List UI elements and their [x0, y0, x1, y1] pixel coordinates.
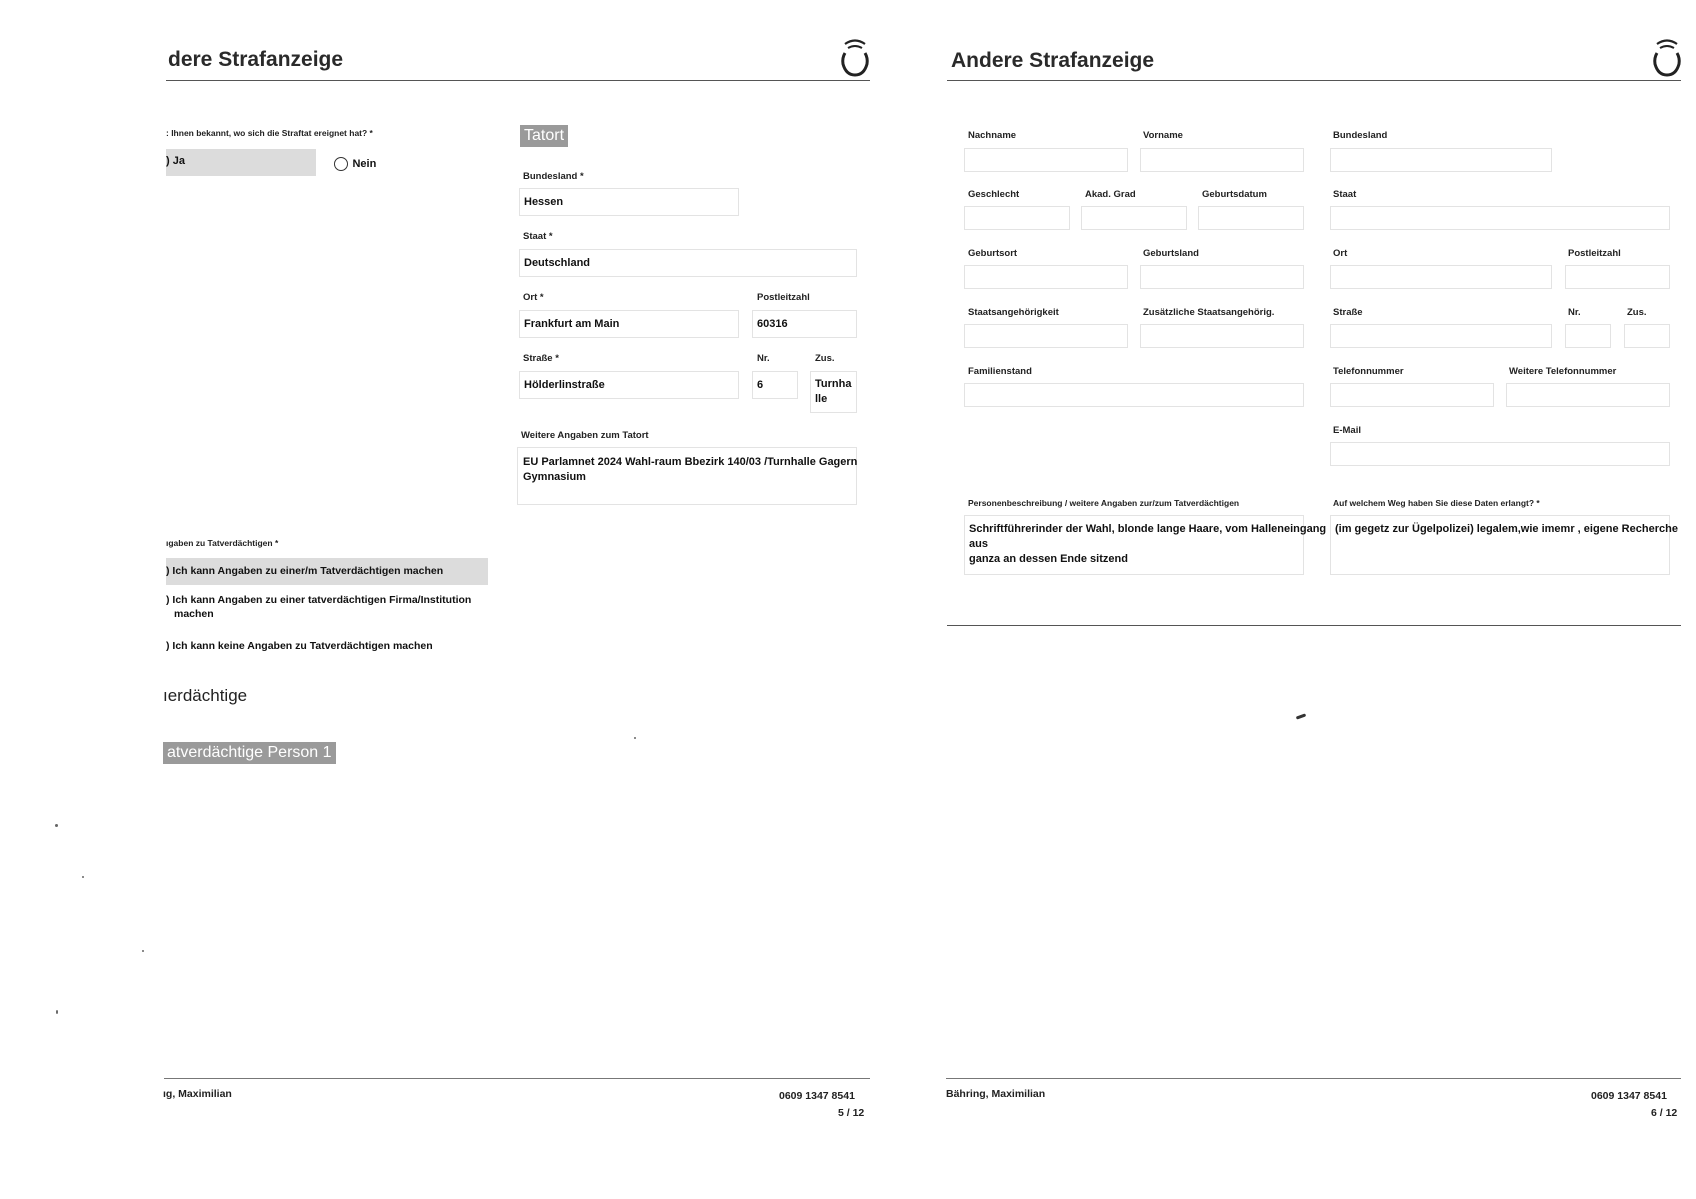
- right-ort-field[interactable]: [1330, 265, 1552, 289]
- left-header-rule: [166, 80, 870, 81]
- right-nr-label: Nr.: [1568, 307, 1581, 318]
- suspect-option-1-selected[interactable]: [166, 558, 488, 585]
- weitere-angaben-field[interactable]: [517, 447, 857, 505]
- plz-value: 60316: [757, 318, 788, 330]
- zus-value-line2: lle: [815, 393, 828, 405]
- ort-value: Frankfurt am Main: [524, 318, 620, 330]
- vorname-label: Vorname: [1143, 130, 1183, 141]
- akad-grad-label: Akad. Grad: [1085, 189, 1136, 200]
- location-known-question: : Ihnen bekannt, wo sich die Straftat ereignet hat? *: [166, 128, 373, 138]
- bundesland-label: Bundesland *: [523, 171, 584, 182]
- nr-value: 6: [757, 379, 764, 391]
- right-logo-icon: [1650, 36, 1684, 78]
- right-section-rule: [947, 625, 1681, 626]
- right-bundesland-label: Bundesland: [1333, 130, 1388, 141]
- right-footer-name: Bähring, Maximilian: [946, 1088, 1046, 1100]
- datenweg-field[interactable]: [1330, 515, 1678, 575]
- bundesland-field[interactable]: [519, 188, 739, 216]
- weitere-angaben-line1: EU Parlamnet 2024 Wahl-raum Bbezirk 140/03 /Turnhalle Gagern: [523, 456, 858, 468]
- option-yes-label: ) Ja: [166, 155, 185, 167]
- staat-value: Deutschland: [524, 257, 591, 269]
- right-ort-label: Ort: [1333, 248, 1348, 259]
- right-staat-field[interactable]: [1330, 206, 1670, 230]
- left-footer-number: 0609 1347 8541: [779, 1090, 855, 1102]
- geburtsdatum-label: Geburtsdatum: [1202, 189, 1267, 200]
- right-page-title: Andere Strafanzeige: [951, 49, 1155, 72]
- telefon-label: Telefonnummer: [1333, 366, 1404, 377]
- radio-no-icon[interactable]: [334, 157, 348, 171]
- right-footer-number: 0609 1347 8541: [1591, 1090, 1667, 1102]
- weitere-angaben-line2: Gymnasium: [523, 471, 586, 483]
- staat-label: Staat *: [523, 231, 553, 242]
- datenweg-value: (im gegetz zur Ügelpolizei) legalem,wie imemr , eigene Recherche: [1335, 523, 1678, 535]
- geschlecht-field[interactable]: [964, 206, 1070, 230]
- right-bundesland-field[interactable]: [1330, 148, 1552, 172]
- weitere-telefon-field[interactable]: [1506, 383, 1670, 407]
- left-page-title: dere Strafanzeige: [168, 48, 344, 71]
- suspect-option-2-line1: ) Ich kann Angaben zu einer tatverdächtigen Firma/Institution: [166, 594, 472, 606]
- zus-label: Zus.: [815, 353, 835, 364]
- weitere-angaben-label: Weitere Angaben zum Tatort: [521, 430, 649, 441]
- right-postleitzahl-field[interactable]: [1565, 265, 1670, 289]
- nr-label: Nr.: [757, 353, 770, 364]
- zus-staatsangehoerigkeit-label: Zusätzliche Staatsangehörig.: [1143, 307, 1275, 318]
- staat-field[interactable]: [519, 249, 857, 277]
- telefon-field[interactable]: [1330, 383, 1494, 407]
- option-yes-selected[interactable]: [166, 149, 316, 176]
- left-footer-name: ıg, Maximilian: [163, 1088, 232, 1100]
- right-footer-page: 6 / 12: [1651, 1107, 1678, 1119]
- suspect-option-3-label: ) Ich kann keine Angaben zu Tatverdächtigen machen: [166, 640, 433, 652]
- akad-grad-field[interactable]: [1081, 206, 1187, 230]
- right-postleitzahl-label: Postleitzahl: [1568, 248, 1621, 259]
- suspect-option-2[interactable]: [166, 594, 471, 620]
- suspect-option-1-label: ) Ich kann Angaben zu einer/m Tatverdächtigen machen: [166, 565, 444, 577]
- zus-field[interactable]: [810, 371, 857, 413]
- ort-field[interactable]: [519, 310, 739, 338]
- right-header-rule: [947, 80, 1681, 81]
- plz-field[interactable]: [752, 310, 857, 338]
- strasse-field[interactable]: [519, 371, 739, 399]
- right-zus-label: Zus.: [1627, 307, 1647, 318]
- left-footer-rule: [164, 1078, 870, 1079]
- scan-speck: [634, 737, 636, 739]
- right-staat-label: Staat: [1333, 189, 1357, 200]
- scan-speck: [55, 824, 58, 827]
- suspect-question: ıgaben zu Tatverdächtigen *: [166, 538, 279, 548]
- suspect-option-2-line2: machen: [174, 608, 214, 620]
- email-field[interactable]: [1330, 442, 1670, 466]
- staatsangehoerigkeit-field[interactable]: [964, 324, 1128, 348]
- nachname-field[interactable]: [964, 148, 1128, 172]
- strasse-value: Hölderlinstraße: [524, 379, 605, 391]
- verdaechtige-heading: ıerdächtige: [163, 686, 248, 705]
- left-footer-page: 5 / 12: [838, 1107, 865, 1119]
- plz-label: Postleitzahl: [757, 292, 810, 303]
- suspect-option-3[interactable]: [166, 636, 433, 654]
- personenbeschreibung-label: Personenbeschreibung / weitere Angaben zur/zum Tatverdächtigen: [968, 498, 1240, 508]
- beschreibung-line3: ganza an dessen Ende sitzend: [969, 553, 1128, 565]
- zus-staatsangehoerigkeit-field[interactable]: [1140, 324, 1304, 348]
- right-nr-field[interactable]: [1565, 324, 1611, 348]
- geburtsland-label: Geburtsland: [1143, 248, 1199, 259]
- right-strasse-label: Straße: [1333, 307, 1363, 318]
- option-no[interactable]: [334, 155, 376, 173]
- vorname-field[interactable]: [1140, 148, 1304, 172]
- geburtsland-field[interactable]: [1140, 265, 1304, 289]
- right-strasse-field[interactable]: [1330, 324, 1552, 348]
- weitere-telefon-label: Weitere Telefonnummer: [1509, 366, 1617, 377]
- beschreibung-line1: Schriftführerinder der Wahl, blonde lange Haare, vom Halleneingang: [969, 523, 1327, 535]
- zus-value-line1: Turnha: [815, 378, 852, 390]
- geburtsort-label: Geburtsort: [968, 248, 1018, 259]
- left-logo-icon: [838, 36, 872, 78]
- bundesland-value: Hessen: [524, 196, 564, 208]
- datenweg-label: Auf welchem Weg haben Sie diese Daten erlangt? *: [1333, 498, 1540, 508]
- nachname-label: Nachname: [968, 130, 1017, 141]
- right-zus-field[interactable]: [1624, 324, 1670, 348]
- staatsangehoerigkeit-label: Staatsangehörigkeit: [968, 307, 1059, 318]
- scan-speck: [142, 950, 144, 952]
- geburtsdatum-field[interactable]: [1198, 206, 1304, 230]
- right-footer-rule: [946, 1078, 1681, 1079]
- familienstand-field[interactable]: [964, 383, 1304, 407]
- familienstand-label: Familienstand: [968, 366, 1032, 377]
- beschreibung-line2: aus: [969, 538, 988, 550]
- option-no-label: Nein: [352, 157, 377, 170]
- scan-speck: [1296, 713, 1306, 719]
- scan-speck: [82, 876, 84, 878]
- ort-label: Ort *: [523, 292, 544, 303]
- nr-field[interactable]: [752, 371, 798, 399]
- scan-speck: [56, 1010, 58, 1014]
- geburtsort-field[interactable]: [964, 265, 1128, 289]
- suspect-person-tag: atverdächtige Person 1: [163, 742, 336, 764]
- strasse-label: Straße *: [523, 353, 559, 364]
- geschlecht-label: Geschlecht: [968, 189, 1020, 200]
- personenbeschreibung-field[interactable]: [964, 515, 1327, 575]
- tatort-section-tag: Tatort: [520, 125, 568, 147]
- email-label: E-Mail: [1333, 425, 1361, 436]
